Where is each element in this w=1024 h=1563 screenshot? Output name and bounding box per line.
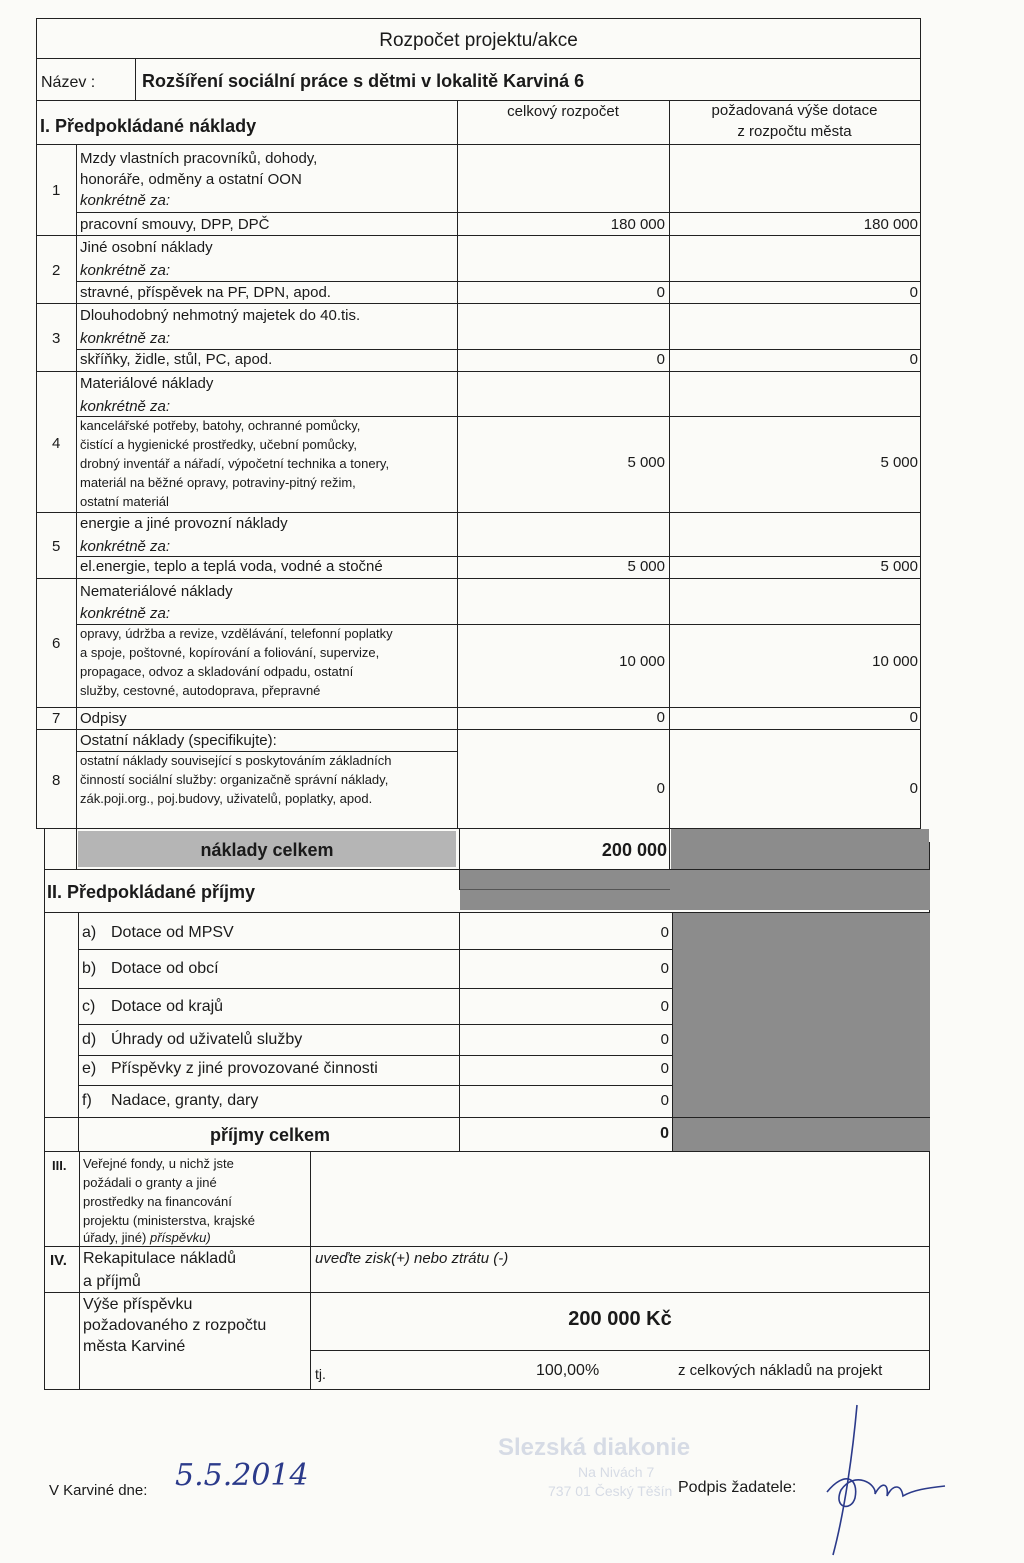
rule <box>36 100 921 101</box>
income-value: 0 <box>660 1031 669 1048</box>
percent-note: z celkových nákladů na projekt <box>678 1362 883 1379</box>
row4-detail: materiál na běžné opravy, potraviny-pitný režim, <box>80 475 356 490</box>
row6-detail: služby, cestovné, autodoprava, přepravné <box>80 683 321 698</box>
rule <box>36 235 921 236</box>
date-label: V Karviné dne: <box>49 1482 148 1499</box>
row1-detail: pracovní smouvy, DPP, DPČ <box>80 216 270 233</box>
row4-detail: drobný inventář a nářadí, výpočetní technika a tonery, <box>80 456 390 471</box>
row6-detail: propagace, odvoz a skladování odpadu, ostatní <box>80 664 354 679</box>
section3-text: prostředky na financování <box>83 1194 232 1209</box>
row2-total: 0 <box>656 284 665 301</box>
income-label: Příspěvky z jiné provozované činnosti <box>111 1060 378 1077</box>
rule <box>310 1151 311 1389</box>
row3-request: 0 <box>909 351 918 368</box>
income-value: 0 <box>660 1060 669 1077</box>
rule <box>44 1151 930 1152</box>
col-total-header: celkový rozpočet <box>507 103 619 120</box>
income-letter: f) <box>82 1092 92 1109</box>
rule <box>36 58 921 59</box>
rule <box>135 58 136 100</box>
shaded-cell <box>673 913 930 1151</box>
section3-text: úřady, jiné) <box>83 1230 147 1245</box>
rule <box>78 1085 673 1086</box>
row1-desc-2: honoráře, odměny a ostatní OON <box>80 171 302 188</box>
income-letter: c) <box>82 998 96 1015</box>
signature-icon <box>815 1400 955 1560</box>
section3-num: III. <box>52 1158 67 1173</box>
request-amount: 200 000 Kč <box>568 1308 672 1330</box>
rule <box>310 1350 930 1351</box>
income-letter: d) <box>82 1031 97 1048</box>
row2-num: 2 <box>52 262 61 279</box>
income-letter: a) <box>82 924 97 941</box>
row3-spec: konkrétně za: <box>80 330 171 347</box>
rule <box>44 1246 930 1247</box>
section5-text: města Karviné <box>83 1338 186 1355</box>
income-total-value: 0 <box>660 1125 669 1142</box>
section5-text: Výše příspěvku <box>83 1296 193 1313</box>
section4-note: uveďte zisk(+) nebo ztrátu (-) <box>315 1250 509 1267</box>
stamp-logo-text: Slezská diakonie <box>498 1434 691 1461</box>
income-value: 0 <box>660 998 669 1015</box>
row5-total: 5 000 <box>627 558 665 575</box>
rule <box>76 751 458 752</box>
row8-detail: činností sociální služby: organizačně správní náklady, <box>80 772 389 787</box>
income-letter: b) <box>82 960 97 977</box>
income-total-label: příjmy celkem <box>209 1125 331 1145</box>
row8-detail: zák.poji.org., poj.budovy, uživatelů, poplatky, apod. <box>80 791 373 806</box>
row7-desc: Odpisy <box>80 710 127 727</box>
rule <box>78 912 79 1152</box>
income-label: Nadace, granty, dary <box>111 1092 259 1109</box>
row8-detail: ostatní náklady související s poskytováním základních <box>80 753 392 768</box>
row3-total: 0 <box>656 351 665 368</box>
income-value: 0 <box>660 960 669 977</box>
costs-total-value: 200 000 <box>601 840 667 860</box>
row5-num: 5 <box>52 538 61 555</box>
rule <box>78 1055 673 1056</box>
row4-detail: kancelářské potřeby, batohy, ochranné pomůcky, <box>80 418 361 433</box>
row1-desc: Mzdy vlastních pracovníků, dohody, <box>80 150 318 167</box>
rule <box>460 889 670 890</box>
row1-total: 180 000 <box>610 216 665 233</box>
rule <box>76 349 920 350</box>
row2-spec: konkrétně za: <box>80 262 171 279</box>
frame-right <box>920 18 921 842</box>
row5-spec: konkrétně za: <box>80 538 171 555</box>
rule <box>36 371 921 372</box>
row6-num: 6 <box>52 635 61 652</box>
row7-total: 0 <box>656 709 665 726</box>
row4-num: 4 <box>52 435 61 452</box>
row4-spec: konkrétně za: <box>80 398 171 415</box>
income-letter: e) <box>82 1060 97 1077</box>
row8-num: 8 <box>52 772 61 789</box>
rule <box>44 1117 930 1118</box>
request-percent: 100,00% <box>536 1362 600 1379</box>
row8-request: 0 <box>909 780 918 797</box>
row7-request: 0 <box>909 709 918 726</box>
row4-detail: čistící a hygienické prostředky, učební pomůcky, <box>80 437 357 452</box>
rule <box>36 144 921 145</box>
section3-text: požádali o granty a jiné <box>83 1175 217 1190</box>
rule <box>76 416 920 417</box>
income-label: Dotace od krajů <box>111 998 224 1015</box>
row6-request: 10 000 <box>872 653 918 670</box>
page-title: Rozpočet projektu/akce <box>379 30 578 51</box>
section3-text-last <box>83 1231 211 1244</box>
section4-text: Rekapitulace nákladů <box>83 1250 236 1267</box>
rule <box>36 578 921 579</box>
row4-request: 5 000 <box>880 454 918 471</box>
row3-num: 3 <box>52 330 61 347</box>
income-label: Dotace od MPSV <box>111 924 234 941</box>
tj-label: tj. <box>315 1366 326 1382</box>
row1-spec: konkrétně za: <box>80 192 171 209</box>
section2-label: II. Předpokládané příjmy <box>47 882 256 902</box>
rule <box>36 707 921 708</box>
row6-spec: konkrétně za: <box>80 605 171 622</box>
rule <box>79 1151 80 1389</box>
rule <box>76 828 77 870</box>
rule <box>76 212 920 213</box>
rule <box>76 144 77 828</box>
name-label: Název : <box>41 74 96 91</box>
rule <box>44 1292 930 1293</box>
col-request-header-2: z rozpočtu města <box>737 123 852 140</box>
section5-text: požadovaného z rozpočtu <box>83 1317 267 1334</box>
project-name: Rozšíření sociální práce s dětmi v lokalitě Karviná 6 <box>142 71 585 91</box>
frame-top <box>36 18 921 19</box>
row5-request: 5 000 <box>880 558 918 575</box>
row5-desc: energie a jiné provozní náklady <box>80 515 288 532</box>
row4-detail: ostatní materiál <box>80 494 169 509</box>
rule <box>672 912 673 1152</box>
row2-desc: Jiné osobní náklady <box>80 239 213 256</box>
row1-num: 1 <box>52 182 61 199</box>
row2-request: 0 <box>909 284 918 301</box>
income-label: Úhrady od uživatelů služby <box>111 1031 303 1048</box>
stamp-address: Na Nivách 7 <box>578 1464 655 1480</box>
row8-total: 0 <box>656 780 665 797</box>
rule <box>36 303 921 304</box>
shaded-cell <box>671 829 929 869</box>
row4-desc: Materiálové náklady <box>80 375 214 392</box>
signature-label: Podpis žadatele: <box>678 1479 797 1496</box>
stamp-city: 737 01 Český Těšín <box>548 1483 673 1499</box>
section4-text: a příjmů <box>83 1273 141 1290</box>
section3-text: Veřejné fondy, u nichž jste <box>83 1156 234 1171</box>
row8-desc: Ostatní náklady (specifikujte): <box>80 732 277 749</box>
row4-total: 5 000 <box>627 454 665 471</box>
rule <box>78 988 673 989</box>
income-value: 0 <box>660 924 669 941</box>
income-value: 0 <box>660 1092 669 1109</box>
section4-num: IV. <box>50 1252 67 1269</box>
row2-detail: stravné, příspěvek na PF, DPN, apod. <box>80 284 331 301</box>
row6-detail: a spoje, poštovné, kopírování a foliování, supervize, <box>80 645 380 660</box>
row7-num: 7 <box>52 710 61 727</box>
row6-total: 10 000 <box>619 653 665 670</box>
rule <box>76 556 920 557</box>
row1-request: 180 000 <box>863 216 918 233</box>
rule <box>76 281 920 282</box>
costs-total-label: náklady celkem <box>200 840 334 860</box>
frame-bottom <box>44 1389 930 1390</box>
rule <box>78 949 673 950</box>
shaded-cell <box>460 870 930 910</box>
section3-text: projektu (ministerstva, krajské <box>83 1213 255 1228</box>
section3-italic: příspěvku) <box>149 1230 211 1245</box>
rule <box>76 624 920 625</box>
rule <box>36 512 921 513</box>
row3-detail: skříňky, židle, stůl, PC, apod. <box>80 351 273 368</box>
row6-detail: opravy, údržba a revize, vzdělávání, telefonní poplatky <box>80 626 393 641</box>
section1-label: I. Předpokládané náklady <box>40 116 257 136</box>
rule <box>36 729 921 730</box>
row5-detail: el.energie, teplo a teplá voda, vodné a stočné <box>80 558 383 575</box>
income-label: Dotace od obcí <box>111 960 219 977</box>
date-handwritten: 5.5.2014 <box>175 1458 309 1493</box>
row3-desc: Dlouhodobný nehmotný majetek do 40.tis. <box>80 307 361 324</box>
col-request-header: požadovaná výše dotace <box>711 102 878 119</box>
row6-desc: Nemateriálové náklady <box>80 583 233 600</box>
rule <box>78 1024 673 1025</box>
